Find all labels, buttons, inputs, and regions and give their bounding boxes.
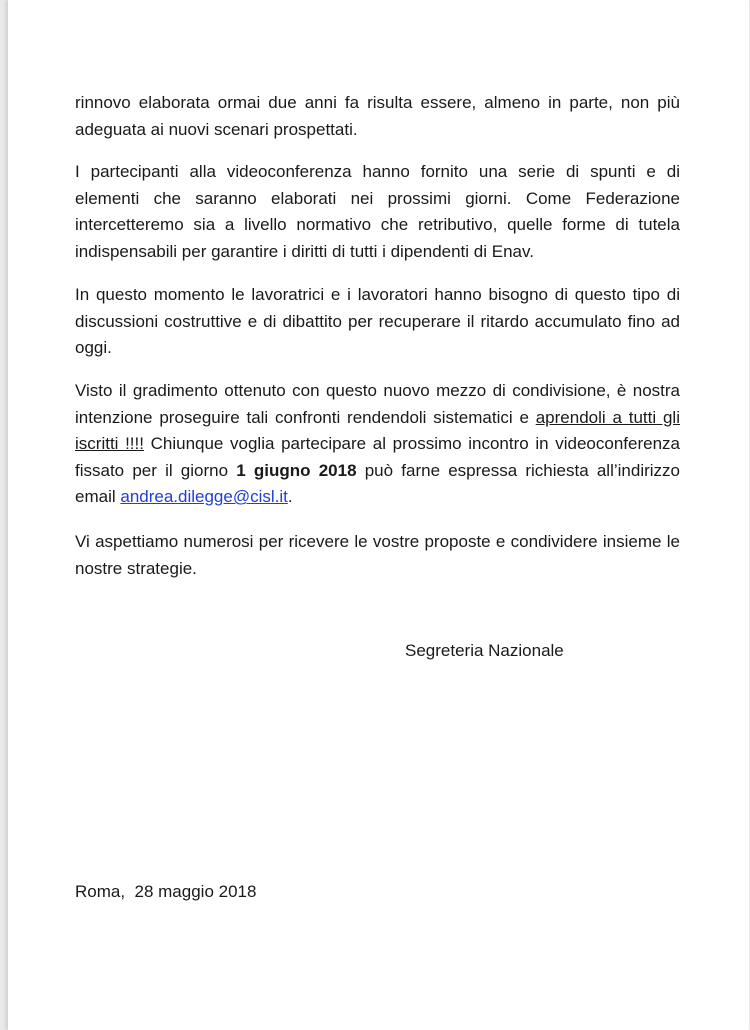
paragraph-discussioni — [75, 282, 680, 362]
email-link[interactable]: andrea.dilegge@cisl.it — [120, 487, 288, 506]
paragraph-part: Visto il gradimento ottenuto con questo nuovo mezzo di condivisione, è nostra intenzione proseguire tali confronti rendendoli sistematici e — [75, 381, 680, 427]
paragraph-part: può farne espressa richiesta all’indirizzo email — [75, 460, 680, 506]
paragraph-spunti — [75, 159, 680, 265]
document-page — [8, 0, 749, 1030]
paragraph-text: Vi aspettiamo numerosi per ricevere le vostre proposte e condividere insieme le nostre strategie. — [75, 532, 680, 578]
underlined-phrase: aprendoli a tutti gli iscritti !!!! — [75, 407, 680, 453]
paragraph-videoconferenza — [75, 378, 680, 511]
paragraph-part: Chiunque voglia partecipare al prossimo incontro in videoconferenza fissato per il giorno — [75, 434, 680, 480]
paragraph-text: I partecipanti alla videoconferenza hanno fornito una serie di spunti e di elementi che saranno elaborati nei prossimi giorni. Come Federazione intercetteremo sia a livello normativo che retributivo, quelle forme di tutela indispensabili per garantire i diritti di tutti i dipendenti di Enav. — [75, 162, 680, 261]
paragraph-saluti — [75, 529, 680, 582]
meeting-date: 1 giugno 2018 — [236, 460, 357, 480]
paragraph-scenari — [75, 90, 680, 143]
paragraph-end: . — [287, 487, 293, 506]
paragraph-text — [75, 378, 680, 511]
paragraph-text: In questo momento le lavoratrici e i lavoratori hanno bisogno di questo tipo di discussioni costruttive e di dibattito per recuperare il ritardo accumulato fino ad oggi. — [75, 285, 680, 357]
signature: Segreteria Nazionale — [405, 641, 564, 660]
dateline: Roma, 28 maggio 2018 — [75, 882, 257, 901]
paragraph-text: rinnovo elaborata ormai due anni fa risulta essere, almeno in parte, non più adeguata ai nuovi scenari prospettati. — [75, 93, 680, 139]
